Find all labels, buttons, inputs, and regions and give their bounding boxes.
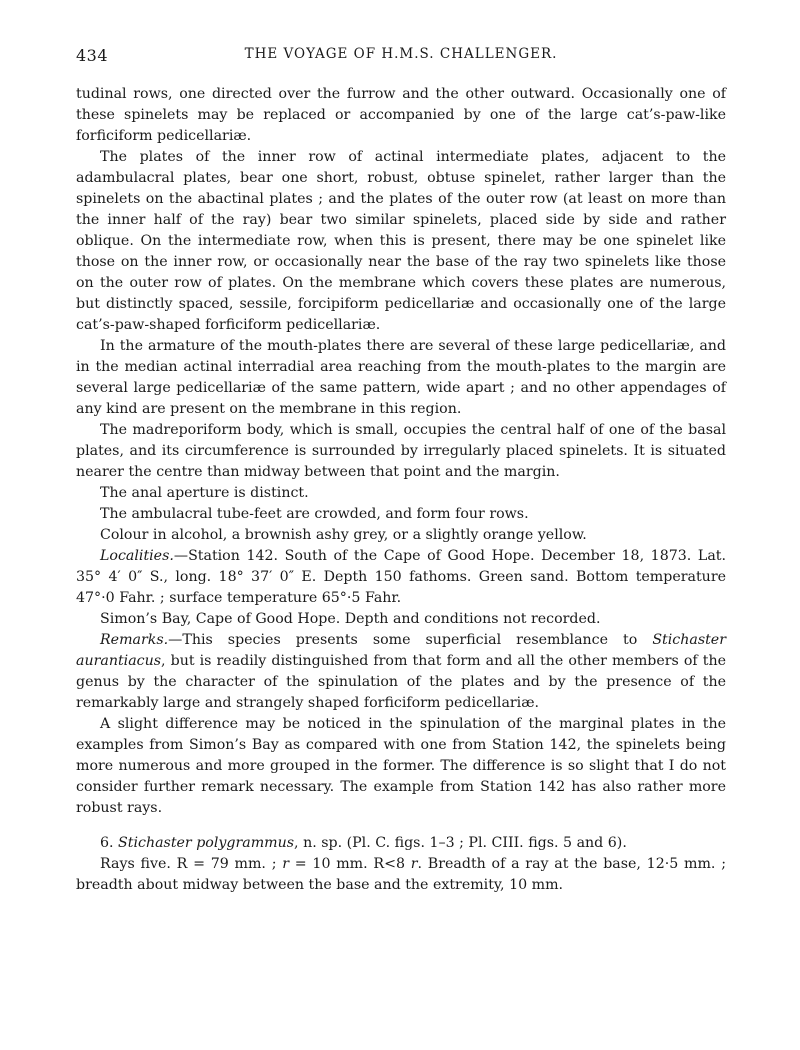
species-heading: 6. Stichaster polygrammus, n. sp. (Pl. C. figs. 1–3 ; Pl. CIII. figs. 5 and 6). [100, 835, 627, 851]
body-text [76, 84, 726, 896]
paragraph-spinulation: A slight difference may be noticed in the spinulation of the marginal plates in the examples from Simon’s Bay as compared with one from Station 142, the spinelets being more numerous and more grouped in the former. The difference is so slight that I do not consider further remark necessary. The example from Station 142 has also rather more robust rays. [76, 716, 726, 816]
paragraph-actinal-plates: The plates of the inner row of actinal intermediate plates, adjacent to the adambulacral plates, bear one short, robust, obtuse spinelet, rather larger than the spinelets on the abactinal plates ; and the plates of the outer row (at least on more than the inner half of the ray) bear two similar spinelets, placed side by side and rather oblique. On the intermediate row, when this is present, there may be one spinelet like those on the inner row, or occasionally near the base of the ray two spinelets like those on the outer row of plates. On the membrane which covers these plates are numerous, but distinctly spaced, sessile, forcipiform pedicellariæ and occasionally one of the large cat’s-paw-shaped forficiform pedicellariæ. [76, 149, 726, 333]
paragraph-colour: Colour in alcohol, a brownish ashy grey, or a slightly orange yellow. [100, 527, 587, 543]
paragraph-localities: Localities.—Station 142. South of the Cape of Good Hope. December 18, 1873. Lat. 35° 4′ 0″ S., long. 18° 37′ 0″ E. Depth 150 fathoms. Green sand. Bottom temperature 47°·0 Fahr. ; surface temperature 65°·5 Fahr. [76, 548, 726, 606]
paragraph-tube-feet: The ambulacral tube-feet are crowded, and form four rows. [100, 506, 529, 522]
running-title: THE VOYAGE OF H.M.S. CHALLENGER. [244, 46, 558, 62]
paragraph-anal-aperture: The anal aperture is distinct. [100, 485, 309, 501]
paragraph-continued: tudinal rows, one directed over the furrow and the other outward. Occasionally one of these spinelets may be replaced or accompanied by one of the large cat’s-paw-like forficiform pedicellariæ. [76, 86, 726, 144]
localities-heading: Localities. [100, 548, 174, 564]
paragraph-remarks: Remarks.—This species presents some superficial resemblance to Stichaster aurantiacus, but is readily distinguished from that form and all the other members of the genus by the character of the spinulation of the plates and by the presence of the remarkably large and strangely shaped forficiform pedicellariæ. [76, 632, 726, 711]
species-name: Stichaster polygrammus [118, 835, 295, 851]
page-number: 434 [76, 46, 109, 65]
species-name: Stichaster aurantiacus [76, 632, 726, 669]
paragraph-simons-bay: Simon’s Bay, Cape of Good Hope. Depth and conditions not recorded. [100, 611, 601, 627]
paragraph-madreporiform: The madreporiform body, which is small, occupies the central half of one of the basal plates, and its circumference is surrounded by irregularly placed spinelets. It is situated nearer the centre than midway between that point and the margin. [76, 422, 726, 480]
remarks-heading: Remarks. [100, 632, 169, 648]
paragraph-mouth-plates: In the armature of the mouth-plates there are several of these large pedicellariæ, and in the median actinal interradial area reaching from the mouth-plates to the margin are several large pedicellariæ of the same pattern, wide apart ; and no other appendages of any kind are present on the membrane in this region. [76, 338, 726, 417]
page-header [76, 46, 726, 70]
paragraph-measurements: Rays five. R = 79 mm. ; r = 10 mm. R<8 r. Breadth of a ray at the base, 12·5 mm. ; breadth about midway between the base and the extremity, 10 mm. [76, 856, 726, 893]
